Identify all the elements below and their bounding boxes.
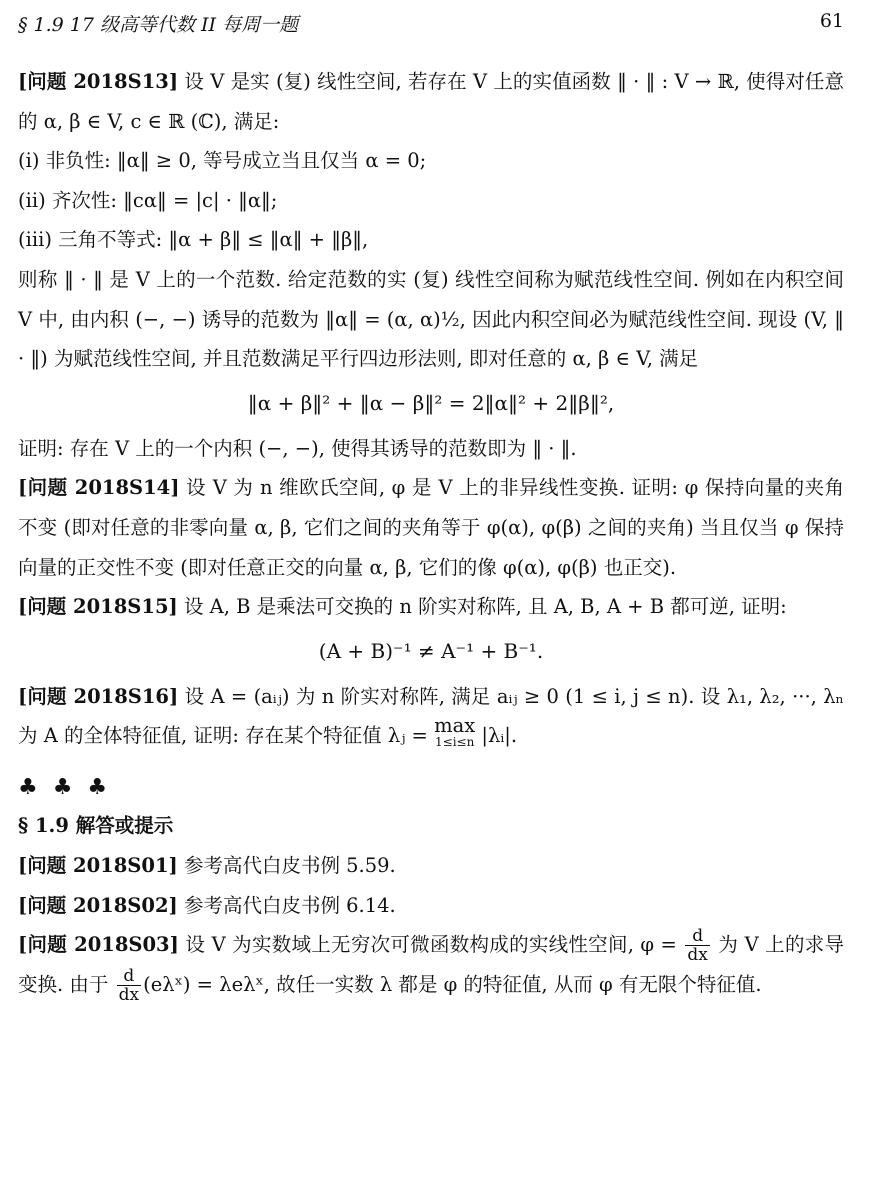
problem-body: 设 A = (aᵢⱼ) 为 n 阶实对称阵, 满足 aᵢⱼ ≥ 0 (1 ≤ i, j ≤ n). 设 λ₁, λ₂, ···, λₙ 为 A 的全体特征值, 证明: 存在某个特征值 λⱼ =	[18, 684, 844, 748]
problem-2018s15	[18, 587, 844, 673]
condition-item-2: (ii) 齐次性: ‖cα‖ = |c| · ‖α‖;	[18, 188, 278, 212]
problem-text	[18, 587, 844, 627]
answer-2018s03	[18, 925, 844, 1004]
problem-text: 设 V 是实 (复) 线性空间, 若存在 V 上的实值函数 ‖ · ‖ : V → ℝ, 使得对任意的 α, β ∈ V, c ∈ ℝ (ℂ), 满足:	[18, 70, 844, 133]
problem-intro	[18, 62, 844, 141]
answer-text: 参考高代白皮书例 6.14.	[183, 893, 396, 917]
answer-label: [问题 2018S01]	[18, 853, 178, 877]
max-operator	[434, 716, 475, 748]
club-divider: ♣ ♣ ♣	[18, 774, 112, 800]
fraction-numerator: d	[685, 927, 709, 946]
fraction-denominator-2: dx	[118, 984, 140, 1005]
page-body	[18, 62, 844, 1004]
condition-item-1: (i) 非负性: ‖α‖ ≥ 0, 等号成立当且仅当 α = 0;	[18, 149, 427, 173]
derivative-fraction-2	[117, 967, 141, 1004]
problem-conclusion: 证明: 存在 V 上的一个内积 (−, −), 使得其诱导的范数即为 ‖ · ‖.	[18, 436, 577, 460]
problem-label: [问题 2018S16]	[18, 684, 179, 708]
display-formula: (A + B)⁻¹ ≠ A⁻¹ + B⁻¹.	[318, 638, 544, 663]
answer-text-1: 设 V 为实数域上无穷次可微函数构成的实线性空间, φ =	[185, 933, 677, 957]
answer-label: [问题 2018S03]	[18, 933, 179, 957]
answer-2018s01	[18, 846, 844, 886]
problem-label: [问题 2018S15]	[18, 595, 178, 619]
answer-text: 参考高代白皮书例 5.59.	[183, 853, 396, 877]
problem-text	[18, 468, 844, 587]
running-header	[18, 10, 844, 36]
problem-body: 设 A, B 是乘法可交换的 n 阶实对称阵, 且 A, B, A + B 都可逆, 证明:	[183, 595, 787, 619]
answer-label: [问题 2018S02]	[18, 893, 178, 917]
fraction-denominator: dx	[687, 945, 708, 966]
problem-label: [问题 2018S14]	[18, 476, 180, 500]
answer-text-2: 为 V 上的求导变换. 由于	[18, 933, 845, 996]
problem-2018s14	[18, 468, 844, 587]
max-word: max	[434, 714, 476, 738]
answer-text-3: (eλˣ) = λeλˣ, 故任一实数 λ 都是 φ 的特征值, 从而 φ 有无限个特征值.	[143, 972, 762, 996]
problem-2018s16	[18, 677, 844, 756]
problem-paragraph: 则称 ‖ · ‖ 是 V 上的一个范数. 给定范数的实 (复) 线性空间称为赋范线性空间. 例如在内积空间 V 中, 由内积 (−, −) 诱导的范数为 ‖α‖ = (α, α)½, 因此内积空间必为赋范线性空间. 现设 (V, ‖ · ‖) 为赋范线性空间, 并且范数满足平行四边形法则, 即对任意的 α, β ∈ V, 满足	[18, 267, 844, 371]
condition-item-3: (iii) 三角不等式: ‖α + β‖ ≤ ‖α‖ + ‖β‖,	[18, 228, 369, 252]
derivative-fraction	[685, 927, 709, 964]
section-title: § 1.9 解答或提示	[18, 813, 174, 837]
problem-2018s13	[18, 62, 844, 468]
display-formula: ‖α + β‖² + ‖α − β‖² = 2‖α‖² + 2‖β‖²,	[247, 390, 615, 415]
page-number: 61	[819, 10, 844, 32]
problem-tail: |λᵢ|.	[481, 724, 518, 748]
problem-text	[18, 677, 844, 756]
max-subscript: 1≤i≤n	[435, 735, 475, 750]
fraction-numerator-2: d	[117, 967, 141, 986]
answer-2018s02	[18, 886, 844, 926]
problem-label: [问题 2018S13]	[18, 70, 179, 93]
running-header-title: § 1.9 17 级高等代数 II 每周一题	[18, 14, 299, 36]
problem-body: 设 V 为 n 维欧氏空间, φ 是 V 上的非异线性变换. 证明: φ 保持向量的夹角不变 (即对任意的非零向量 α, β, 它们之间的夹角等于 φ(α), φ(β) 之间的夹角) 当且仅当 φ 保持向量的正交性不变 (即对任意正交的向量 α, β, 它们的像 φ(α), φ(β) 也正交).	[18, 476, 845, 579]
